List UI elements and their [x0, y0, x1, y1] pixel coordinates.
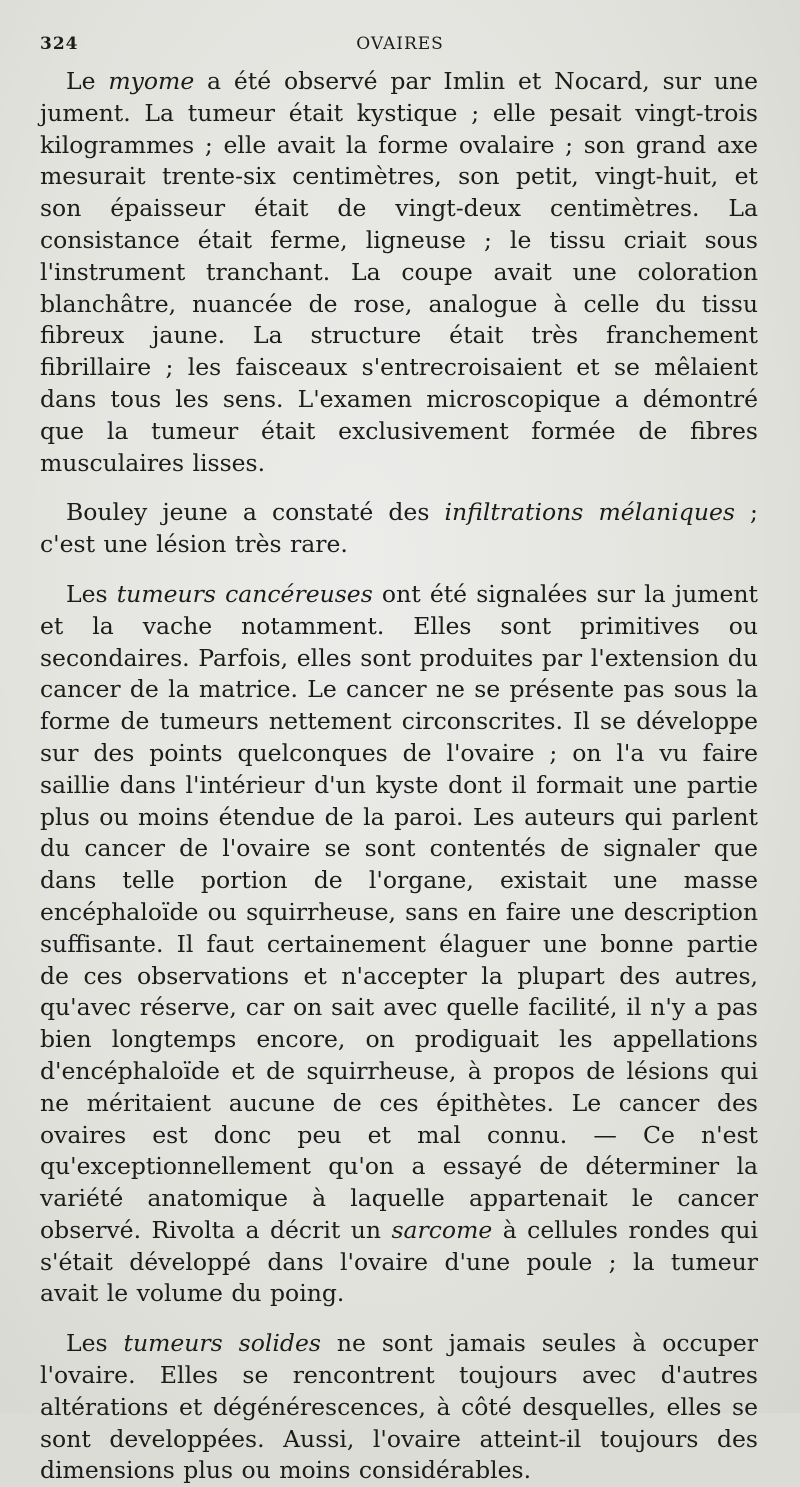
text-segment: Les: [66, 1329, 124, 1358]
body-text: [40, 66, 758, 1487]
italic-term-tumeurs-cancereuses: tumeurs cancéreuses: [116, 579, 373, 608]
running-head: [40, 34, 760, 58]
italic-term-myome: myome: [108, 67, 195, 95]
text-segment: à cellules rondes qui s'était développé dans l'ovaire d'une poule ; la tumeur avait le volume du poing.: [40, 1215, 758, 1308]
page-number: 324: [40, 34, 79, 54]
paragraph-tumeurs-solides: [40, 1328, 758, 1487]
text-segment: a été observé par Imlin et Nocard, sur une jument. La tumeur était kystique ; elle pesait vingt-trois kilogrammes ; elle avait la forme ovalaire ; son grand axe mesurait trente-six centimètres, son petit, vingt-huit, et son épaisseur était de vingt-deux centimètres. La consistance était ferme, ligneuse ; le tissu criait sous l'instrument tranchant. La coupe avait une coloration blanchâtre, nuancée de rose, analogue à celle du tissu fibreux jaune. La structure était très franchement fibrillaire ; les faisceaux s'entrecroisaient et se mêlaient dans tous les sens. L'examen microscopique a démontré que la tumeur était exclusivement formée de fibres musculaires lisses.: [40, 67, 758, 477]
italic-term-infiltrations: infiltrations mélaniques: [444, 498, 735, 527]
text-segment: ont été signalées sur la jument et la vache notamment. Elles sont primitives ou secondaires. Parfois, elles sont produites par l'extension du cancer de la matrice. Le cancer ne se présente pas sous la forme de tumeurs nettement circonscrites. Il se développe sur des points quelconques de l'ovaire ; on l'a vu faire saillie dans l'intérieur d'un kyste dont il formait une partie plus ou moins étendue de la paroi. Les auteurs qui parlent du cancer de l'ovaire se sont contentés de signaler que dans telle portion de l'organe, existait une masse encéphaloïde ou squirrheuse, sans en faire une description suffisante. Il faut certainement élaguer une bonne partie de ces observations et n'accepter la plupart des autres, qu'avec réserve, car on sait avec quelle facilité, il n'y a pas bien longtemps encore, on prodiguait les appellations d'encéphaloïde et de squirrheuse, à propos de lésions qui ne méritaient aucune de ces épithètes. Le cancer des ovaires est donc peu et mal connu. — Ce n'est qu'exceptionnellement qu'on a essayé de déterminer la variété anatomique à laquelle appartenait le cancer observé. Rivolta a décrit un: [40, 579, 758, 1244]
paragraph-infiltrations: [40, 497, 758, 561]
text-segment: Bouley jeune a constaté des: [66, 498, 445, 527]
text-segment: ; c'est une lésion très rare.: [40, 498, 758, 559]
italic-term-sarcome: sarcome: [391, 1215, 493, 1244]
text-segment: Les: [66, 579, 117, 608]
running-title: OVAIRES: [356, 34, 444, 54]
text-segment: Le: [66, 67, 109, 95]
paragraph-tumeurs-cancereuses: [40, 579, 758, 1310]
paragraph-myome: [40, 66, 758, 479]
text-segment: ne sont jamais seules à occuper l'ovaire. Elles se rencontrent toujours avec d'autres altérations et dégénérescences, à côté desquelles, elles se sont developpées. Aussi, l'ovaire atteint-il toujours des dimensions plus ou moins considérables.: [40, 1329, 759, 1485]
italic-term-tumeurs-solides: tumeurs solides: [123, 1329, 321, 1358]
